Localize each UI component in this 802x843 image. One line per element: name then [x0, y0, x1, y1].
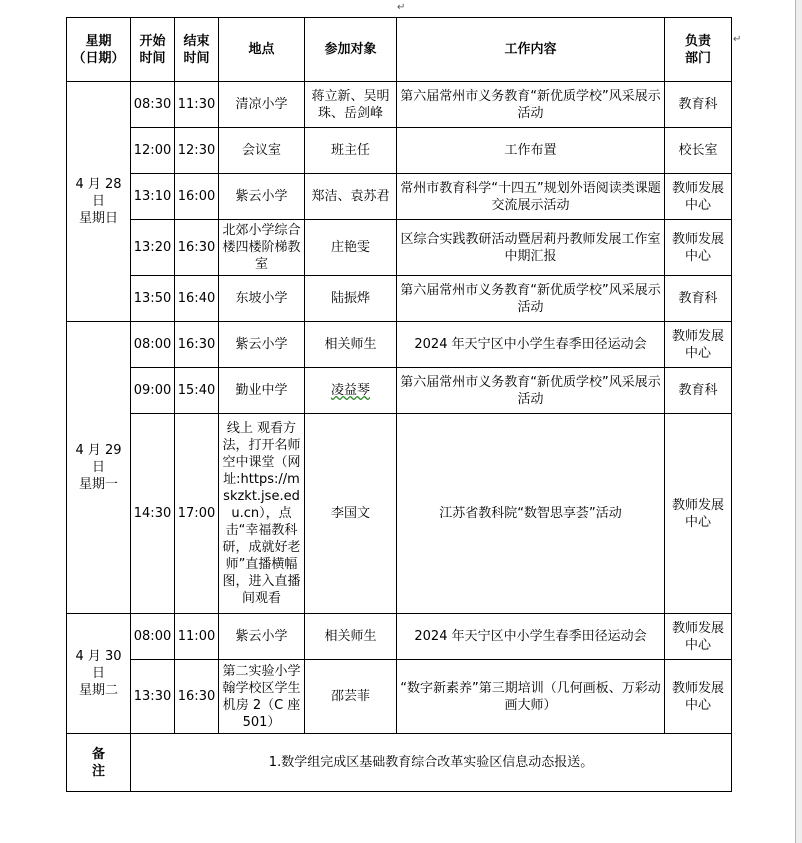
- content-cell: “数字新素养”第三期培训（几何画板、万彩动画大师）: [397, 660, 665, 734]
- table-row: [67, 660, 732, 734]
- start-time-cell: 12:00: [131, 128, 175, 174]
- participants-cell: 陆振烨: [305, 276, 397, 322]
- notes-row: [67, 734, 732, 792]
- end-time-cell: 16:30: [175, 322, 219, 368]
- table-row: [67, 82, 732, 128]
- notes-label: 备 注: [67, 734, 131, 792]
- table-row: [67, 174, 732, 220]
- notes-text: 1.数学组完成区基础教育综合改革实验区信息动态报送。: [131, 734, 732, 792]
- end-time-cell: 16:30: [175, 220, 219, 276]
- content-cell: 第六届常州市义务教育“新优质学校”风采展示活动: [397, 368, 665, 414]
- header-location: 地点: [219, 18, 305, 82]
- content-cell: 2024 年天宁区中小学生春季田径运动会: [397, 614, 665, 660]
- department-cell: 教师发展中心: [665, 174, 732, 220]
- header-content: 工作内容: [397, 18, 665, 82]
- location-cell: 紫云小学: [219, 322, 305, 368]
- location-cell: 会议室: [219, 128, 305, 174]
- location-cell: 北郊小学综合楼四楼阶梯教室: [219, 220, 305, 276]
- table-row: [67, 414, 732, 614]
- location-cell: 线上 观看方法，打开名师空中课堂（网址:https://mskzkt.jse.edu.cn），点击“幸福教科研，成就好老师”直播横幅图，进入直播间观看: [219, 414, 305, 614]
- start-time-cell: 13:50: [131, 276, 175, 322]
- department-cell: 教师发展中心: [665, 322, 732, 368]
- department-cell: 教育科: [665, 368, 732, 414]
- department-cell: 教育科: [665, 276, 732, 322]
- content-cell: 常州市教育科学“十四五”规划外语阅读类课题交流展示活动: [397, 174, 665, 220]
- date-cell: 4 月 30 日 星期二: [67, 614, 131, 734]
- location-cell: 第二实验小学翰学校区学生机房 2（C 座 501）: [219, 660, 305, 734]
- start-time-cell: 09:00: [131, 368, 175, 414]
- participants-cell: 相关师生: [305, 614, 397, 660]
- content-cell: 第六届常州市义务教育“新优质学校”风采展示活动: [397, 276, 665, 322]
- start-time-cell: 08:00: [131, 322, 175, 368]
- start-time-cell: 08:00: [131, 614, 175, 660]
- participants-cell: 李国文: [305, 414, 397, 614]
- start-time-cell: 13:10: [131, 174, 175, 220]
- end-time-cell: 16:00: [175, 174, 219, 220]
- date-cell: 4 月 29 日 星期一: [67, 322, 131, 614]
- end-time-cell: 16:40: [175, 276, 219, 322]
- end-time-cell: 15:40: [175, 368, 219, 414]
- department-cell: 教师发展中心: [665, 614, 732, 660]
- department-cell: 教育科: [665, 82, 732, 128]
- department-cell: 教师发展中心: [665, 414, 732, 614]
- location-cell: 紫云小学: [219, 614, 305, 660]
- participants-cell: 庄艳雯: [305, 220, 397, 276]
- header-start-time: 开始 时间: [131, 18, 175, 82]
- participants-cell: 相关师生: [305, 322, 397, 368]
- table-row: [67, 220, 732, 276]
- participants-cell: 邵芸菲: [305, 660, 397, 734]
- page-shadow: [796, 0, 802, 843]
- header-end-time: 结束 时间: [175, 18, 219, 82]
- participants-cell: 班主任: [305, 128, 397, 174]
- content-cell: 江苏省教科院“数智思享荟”活动: [397, 414, 665, 614]
- end-time-cell: 16:30: [175, 660, 219, 734]
- table-header-row: [67, 18, 732, 82]
- location-cell: 东坡小学: [219, 276, 305, 322]
- header-date: 星期 （日期）: [67, 18, 131, 82]
- end-time-cell: 17:00: [175, 414, 219, 614]
- participants-cell: 蒋立新、吴明珠、岳剑峰: [305, 82, 397, 128]
- location-cell: 勤业中学: [219, 368, 305, 414]
- department-cell: 教师发展中心: [665, 220, 732, 276]
- department-cell: 校长室: [665, 128, 732, 174]
- table-row: [67, 322, 732, 368]
- row-end-mark-icon: ↵: [733, 34, 742, 45]
- table-row: [67, 276, 732, 322]
- date-cell: 4 月 28 日 星期日: [67, 82, 131, 322]
- header-participants: 参加对象: [305, 18, 397, 82]
- table-row: [67, 128, 732, 174]
- location-cell: 紫云小学: [219, 174, 305, 220]
- table-row: [67, 614, 732, 660]
- content-cell: 第六届常州市义务教育“新优质学校”风采展示活动: [397, 82, 665, 128]
- content-cell: 工作布置: [397, 128, 665, 174]
- paragraph-mark-icon: ↵: [397, 2, 406, 13]
- start-time-cell: 08:30: [131, 82, 175, 128]
- location-cell: 清凉小学: [219, 82, 305, 128]
- participants-cell: 郑洁、袁苏君: [305, 174, 397, 220]
- start-time-cell: 13:20: [131, 220, 175, 276]
- end-time-cell: 12:30: [175, 128, 219, 174]
- department-cell: 教师发展中心: [665, 660, 732, 734]
- participants-cell: 凌益琴: [305, 368, 397, 414]
- start-time-cell: 13:30: [131, 660, 175, 734]
- content-cell: 区综合实践教研活动暨居莉丹教师发展工作室中期汇报: [397, 220, 665, 276]
- end-time-cell: 11:30: [175, 82, 219, 128]
- start-time-cell: 14:30: [131, 414, 175, 614]
- header-department: 负责 部门: [665, 18, 732, 82]
- table-row: [67, 368, 732, 414]
- schedule-table: [66, 17, 732, 792]
- content-cell: 2024 年天宁区中小学生春季田径运动会: [397, 322, 665, 368]
- end-time-cell: 11:00: [175, 614, 219, 660]
